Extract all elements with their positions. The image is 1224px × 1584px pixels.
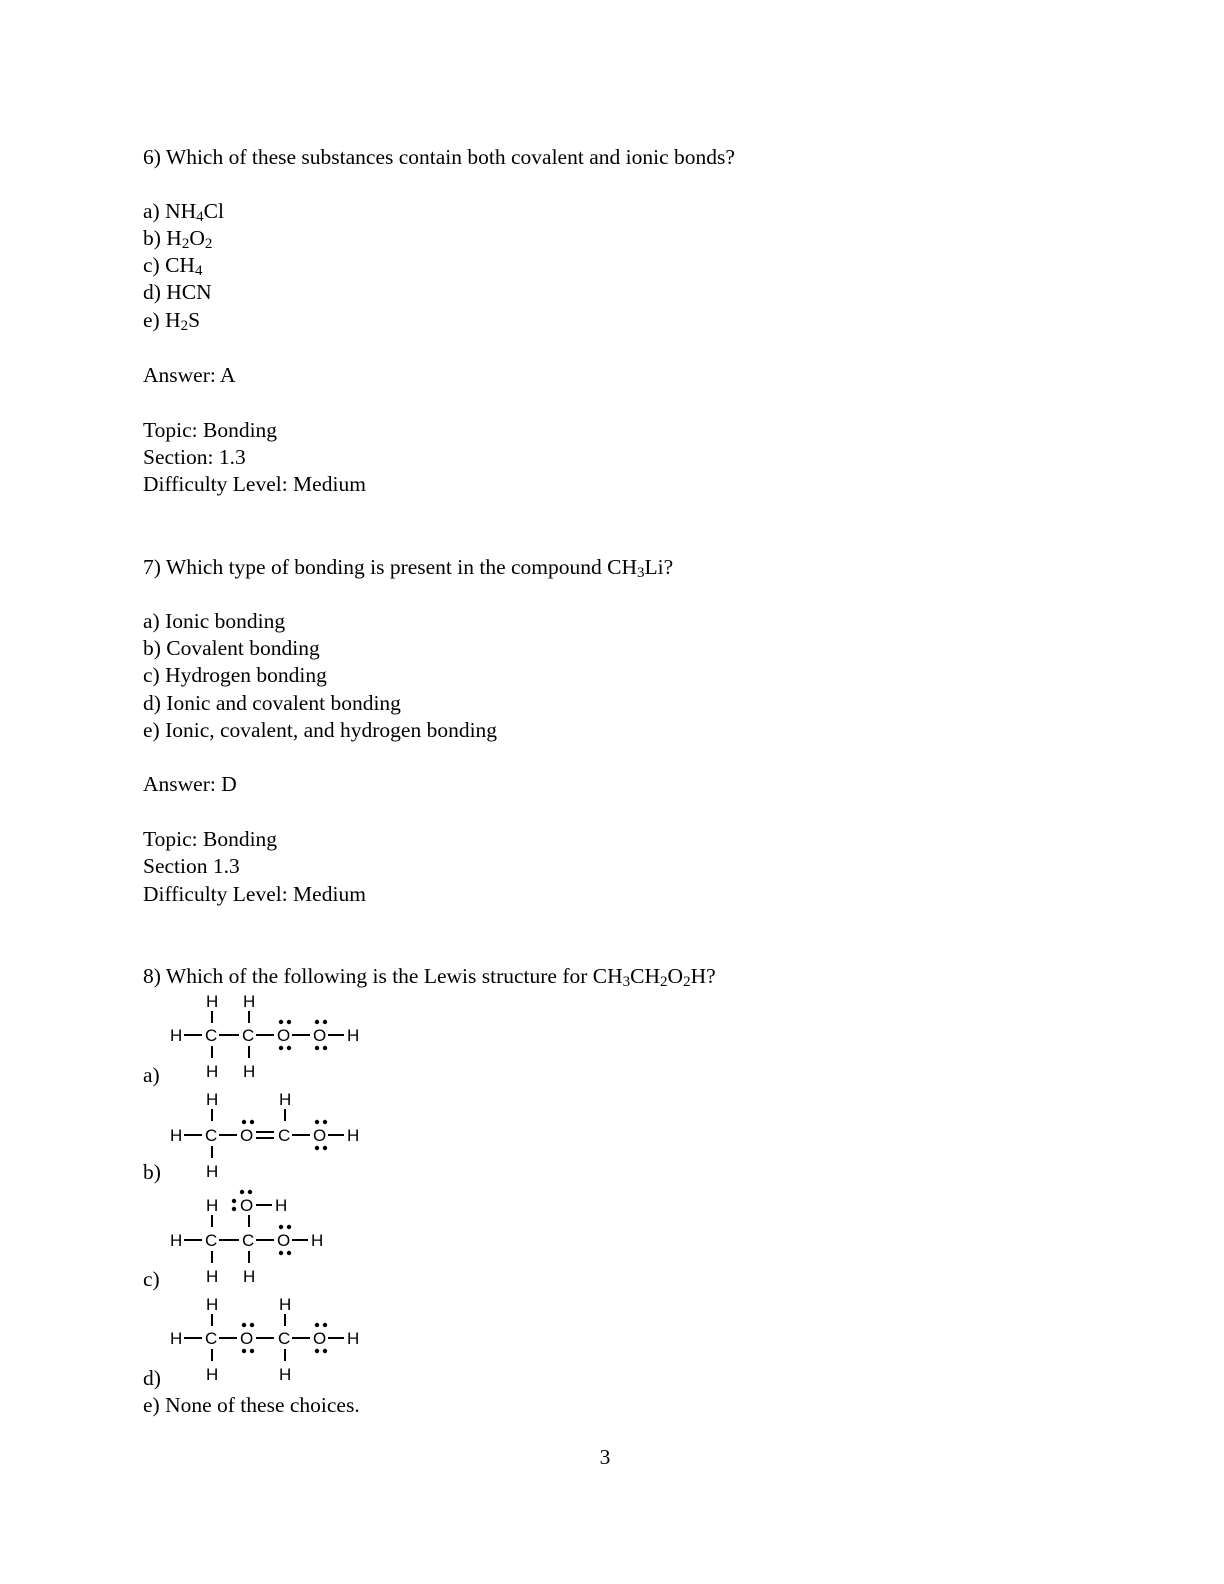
q6-topic: Topic: Bonding [143,418,278,442]
lewis-structure-d [168,1290,378,1385]
svg-text:H: H [206,1365,219,1384]
lewis-structure-b [168,1088,378,1183]
svg-text:H: H [206,1062,219,1081]
svg-text:H: H [170,1126,183,1145]
q8-option-e: e) None of these choices. [143,1393,360,1417]
svg-text:C: C [278,1126,291,1145]
q6-option-c: c) $CH_4$ [143,253,203,279]
svg-text:O: O [240,1329,254,1348]
q6-difficulty: Difficulty Level: Medium [143,472,366,496]
svg-text:H: H [206,1162,219,1181]
svg-text:H: H [206,1267,219,1286]
q8-option-d-label: d) [143,1366,161,1390]
q6-option-a: a) $NH_4Cl$ [143,199,224,225]
q7-answer: Answer: D [143,772,237,796]
svg-text:C: C [205,1231,218,1250]
q6-option-e: e) $H_2S$ [143,308,201,334]
svg-text:H: H [170,1026,183,1045]
svg-text:C: C [205,1026,218,1045]
q7-option-c: c) Hydrogen bonding [143,663,327,687]
svg-text:H: H [243,992,256,1011]
q8-option-a-label: a) [143,1063,160,1087]
svg-text:H: H [347,1026,360,1045]
svg-text:H: H [275,1196,288,1215]
svg-text:C: C [205,1126,218,1145]
svg-text:H: H [279,1365,292,1384]
svg-text:H: H [170,1231,183,1250]
q7-difficulty: Difficulty Level: Medium [143,882,366,906]
q7-option-b: b) Covalent bonding [143,636,320,660]
svg-text:O: O [313,1126,327,1145]
q7-topic: Topic: Bonding [143,827,278,851]
svg-text:O: O [313,1026,327,1045]
q6-answer: Answer: A [143,363,236,387]
q8-option-c-label: c) [143,1267,160,1291]
svg-text:H: H [279,1090,292,1109]
svg-text:H: H [206,1090,219,1109]
svg-text:C: C [242,1231,255,1250]
q6-option-b: b) $H_2O_2$ [143,226,213,252]
q7-option-a: a) Ionic bonding [143,609,286,633]
svg-text:H: H [206,1295,219,1314]
svg-text:H: H [243,1267,256,1286]
q7-section: Section 1.3 [143,854,240,878]
q7-option-d: d) Ionic and covalent bonding [143,691,401,715]
q8-question: 8) Which of the following is the Lewis structure for $CH_3CH_2O_2H$? [143,964,716,990]
q6-option-d: d) HCN [143,280,212,304]
q6-question: 6) Which of these substances contain both covalent and ionic bonds? [143,145,735,169]
svg-text:C: C [278,1329,291,1348]
page-number: 3 [599,1445,611,1469]
svg-text:O: O [313,1329,327,1348]
svg-text:O: O [240,1126,254,1145]
svg-text:C: C [205,1329,218,1348]
svg-text:H: H [347,1126,360,1145]
q7-option-e: e) Ionic, covalent, and hydrogen bonding [143,718,498,742]
svg-text:H: H [206,992,219,1011]
svg-text:O: O [240,1196,254,1215]
svg-text:O: O [277,1231,291,1250]
svg-text:H: H [347,1329,360,1348]
q6-section: Section: 1.3 [143,445,246,469]
lewis-structure-a [168,990,378,1085]
svg-text:O: O [277,1026,291,1045]
svg-text:H: H [311,1231,324,1250]
svg-text:H: H [170,1329,183,1348]
q8-option-b-label: b) [143,1160,161,1184]
svg-text:H: H [279,1295,292,1314]
q7-question: 7) Which type of bonding is present in the compound $CH_3Li$? [143,555,674,581]
lewis-structure-c [168,1186,378,1286]
svg-text:H: H [243,1062,256,1081]
svg-text:H: H [206,1196,219,1215]
svg-text:C: C [242,1026,255,1045]
